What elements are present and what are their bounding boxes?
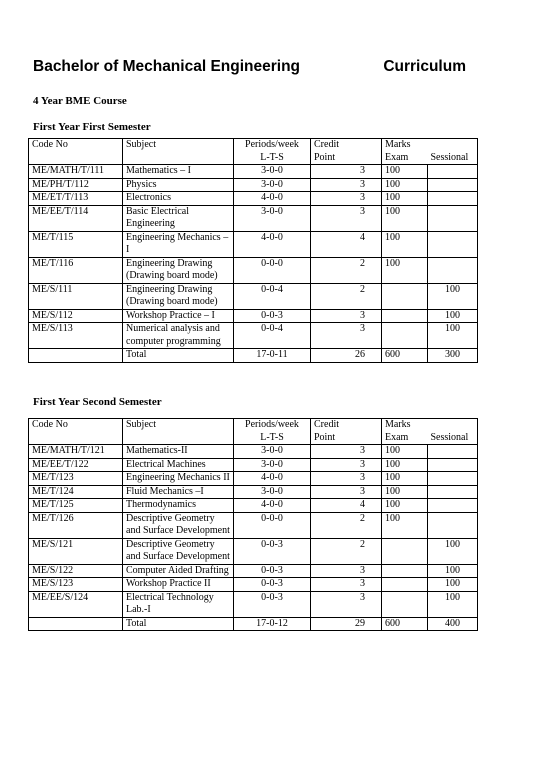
cell-exam: 600: [382, 349, 428, 363]
cell-credit: 3: [311, 578, 382, 592]
semester-heading-2: First Year Second Semester: [33, 396, 162, 408]
table-row: [29, 512, 478, 538]
cell-credit: 3: [311, 323, 382, 349]
cell-code: [29, 617, 123, 631]
cell-sessional: 300: [428, 349, 478, 363]
cell-code: ME/T/123: [29, 472, 123, 486]
header-marks-exam: [382, 139, 428, 165]
cell-sessional: 100: [428, 538, 478, 564]
cell-exam: 100: [382, 192, 428, 206]
header-credit: [311, 419, 382, 445]
cell-subject: Computer Aided Drafting: [123, 564, 234, 578]
cell-sessional: [428, 458, 478, 472]
header-marks-exam: [382, 419, 428, 445]
cell-subject: Basic Electrical Engineering: [123, 205, 234, 231]
cell-credit: 2: [311, 538, 382, 564]
header-credit: [311, 139, 382, 165]
cell-code: ME/MATH/T/111: [29, 165, 123, 179]
header-periods-sub: L-T-S: [260, 151, 284, 163]
cell-subject: Engineering Drawing (Drawing board mode): [123, 283, 234, 309]
cell-sessional: [428, 231, 478, 257]
cell-periods: 4-0-0: [234, 499, 311, 513]
cell-sessional: 400: [428, 617, 478, 631]
cell-credit: 3: [311, 309, 382, 323]
cell-periods: 3-0-0: [234, 165, 311, 179]
cell-credit: 3: [311, 205, 382, 231]
table-row: [29, 472, 478, 486]
cell-periods: 4-0-0: [234, 231, 311, 257]
cell-sessional: [428, 257, 478, 283]
header-exam-label: Exam: [385, 431, 409, 443]
cell-exam: [382, 309, 428, 323]
table-row: [29, 231, 478, 257]
cell-periods: 0-0-3: [234, 309, 311, 323]
header-credit-label: Credit: [314, 419, 339, 430]
header-exam-label: Exam: [385, 151, 409, 163]
cell-exam: 100: [382, 445, 428, 459]
cell-exam: 600: [382, 617, 428, 631]
cell-periods: 3-0-0: [234, 458, 311, 472]
table-row: [29, 578, 478, 592]
table-row: [29, 445, 478, 459]
cell-periods: 0-0-0: [234, 512, 311, 538]
cell-code: ME/PH/T/112: [29, 178, 123, 192]
cell-exam: 100: [382, 458, 428, 472]
cell-credit: 2: [311, 512, 382, 538]
cell-periods: 3-0-0: [234, 485, 311, 499]
cell-sessional: 100: [428, 591, 478, 617]
cell-subject: Workshop Practice II: [123, 578, 234, 592]
cell-periods: 0-0-4: [234, 323, 311, 349]
cell-exam: 100: [382, 472, 428, 486]
cell-code: ME/S/112: [29, 309, 123, 323]
cell-sessional: [428, 165, 478, 179]
cell-exam: 100: [382, 205, 428, 231]
cell-subject: Mathematics – I: [123, 165, 234, 179]
table-row: [29, 205, 478, 231]
cell-code: ME/T/124: [29, 485, 123, 499]
cell-sessional: 100: [428, 578, 478, 592]
cell-credit: 26: [311, 349, 382, 363]
cell-periods: 4-0-0: [234, 192, 311, 206]
cell-subject: Numerical analysis and computer programming: [123, 323, 234, 349]
cell-subject: Engineering Drawing (Drawing board mode): [123, 257, 234, 283]
cell-code: ME/EE/S/124: [29, 591, 123, 617]
program-title: Bachelor of Mechanical Engineering: [33, 58, 301, 75]
cell-code: ME/MATH/T/121: [29, 445, 123, 459]
cell-periods: 0-0-3: [234, 591, 311, 617]
cell-exam: 100: [382, 485, 428, 499]
cell-credit: 3: [311, 445, 382, 459]
cell-periods: 3-0-0: [234, 445, 311, 459]
header-code-label: Code No: [32, 139, 68, 150]
table-row: [29, 309, 478, 323]
cell-exam: 100: [382, 257, 428, 283]
header-sessional-label: Sessional: [430, 431, 469, 443]
cell-credit: 3: [311, 192, 382, 206]
header-credit-label: Credit: [314, 139, 339, 150]
cell-sessional: [428, 445, 478, 459]
header-sessional: [428, 139, 478, 165]
cell-code: ME/S/123: [29, 578, 123, 592]
cell-credit: 3: [311, 564, 382, 578]
cell-code: ME/S/122: [29, 564, 123, 578]
cell-credit: 3: [311, 485, 382, 499]
table-row: [29, 617, 478, 631]
header-subject-label: Subject: [126, 419, 156, 430]
cell-credit: 3: [311, 472, 382, 486]
cell-credit: 3: [311, 165, 382, 179]
cell-subject: Total: [123, 349, 234, 363]
table-row: [29, 178, 478, 192]
cell-sessional: [428, 178, 478, 192]
cell-periods: 0-0-3: [234, 538, 311, 564]
cell-credit: 2: [311, 283, 382, 309]
cell-sessional: [428, 192, 478, 206]
cell-code: ME/S/121: [29, 538, 123, 564]
cell-exam: 100: [382, 165, 428, 179]
cell-exam: [382, 323, 428, 349]
cell-subject: Total: [123, 617, 234, 631]
header-periods-label: Periods/week: [245, 419, 299, 430]
header-periods-label: Periods/week: [245, 139, 299, 150]
cell-subject: Engineering Mechanics – I: [123, 231, 234, 257]
cell-code: ME/T/115: [29, 231, 123, 257]
table-row: [29, 499, 478, 513]
cell-exam: 100: [382, 499, 428, 513]
header-subject: [123, 139, 234, 165]
cell-sessional: [428, 205, 478, 231]
cell-exam: [382, 591, 428, 617]
cell-sessional: 100: [428, 309, 478, 323]
header-code-label: Code No: [32, 419, 68, 430]
table-header-row: [29, 139, 478, 165]
header-subject: [123, 419, 234, 445]
cell-exam: 100: [382, 512, 428, 538]
cell-credit: 4: [311, 499, 382, 513]
cell-periods: 0-0-4: [234, 283, 311, 309]
header-credit-sub: Point: [314, 431, 336, 443]
curriculum-label: Curriculum: [383, 58, 466, 75]
cell-periods: 3-0-0: [234, 178, 311, 192]
cell-subject: Descriptive Geometry and Surface Development: [123, 512, 234, 538]
table-header-row: [29, 419, 478, 445]
cell-periods: 17-0-11: [234, 349, 311, 363]
cell-sessional: 100: [428, 283, 478, 309]
cell-code: [29, 349, 123, 363]
cell-sessional: [428, 512, 478, 538]
cell-code: ME/S/111: [29, 283, 123, 309]
cell-sessional: 100: [428, 323, 478, 349]
header-marks-label: Marks: [385, 139, 411, 150]
header-subject-label: Subject: [126, 139, 156, 150]
table-row: [29, 485, 478, 499]
cell-subject: Electrical Technology Lab.-I: [123, 591, 234, 617]
cell-periods: 17-0-12: [234, 617, 311, 631]
cell-exam: 100: [382, 231, 428, 257]
document-title-row: [33, 58, 466, 80]
header-periods: [234, 139, 311, 165]
table-row: [29, 257, 478, 283]
header-sessional-spacer: [431, 419, 475, 432]
course-label: 4 Year BME Course: [33, 95, 127, 107]
semester-table-2: [28, 418, 478, 631]
semester-heading-1: First Year First Semester: [33, 121, 151, 133]
cell-periods: 0-0-0: [234, 257, 311, 283]
header-sessional-spacer: [431, 139, 475, 152]
table-row: [29, 323, 478, 349]
cell-subject: Electronics: [123, 192, 234, 206]
header-sessional: [428, 419, 478, 445]
cell-periods: 0-0-3: [234, 578, 311, 592]
cell-periods: 0-0-3: [234, 564, 311, 578]
cell-exam: [382, 578, 428, 592]
table-row: [29, 283, 478, 309]
cell-code: ME/ET/T/113: [29, 192, 123, 206]
cell-subject: Engineering Mechanics II: [123, 472, 234, 486]
cell-subject: Descriptive Geometry and Surface Development: [123, 538, 234, 564]
semester-table-1: [28, 138, 478, 363]
cell-credit: 29: [311, 617, 382, 631]
table-row: [29, 564, 478, 578]
header-code: [29, 419, 123, 445]
cell-subject: Workshop Practice – I: [123, 309, 234, 323]
header-periods: [234, 419, 311, 445]
cell-code: ME/EE/T/114: [29, 205, 123, 231]
cell-credit: 3: [311, 458, 382, 472]
cell-sessional: [428, 485, 478, 499]
header-credit-sub: Point: [314, 151, 336, 163]
table-row: [29, 538, 478, 564]
cell-periods: 3-0-0: [234, 205, 311, 231]
header-sessional-label: Sessional: [430, 151, 469, 163]
table-row: [29, 591, 478, 617]
cell-credit: 2: [311, 257, 382, 283]
cell-exam: [382, 564, 428, 578]
cell-sessional: [428, 499, 478, 513]
cell-subject: Electrical Machines: [123, 458, 234, 472]
cell-exam: 100: [382, 178, 428, 192]
header-periods-sub: L-T-S: [260, 431, 284, 443]
cell-credit: 3: [311, 591, 382, 617]
cell-subject: Mathematics-II: [123, 445, 234, 459]
cell-sessional: 100: [428, 564, 478, 578]
cell-periods: 4-0-0: [234, 472, 311, 486]
cell-code: ME/EE/T/122: [29, 458, 123, 472]
table-row: [29, 192, 478, 206]
cell-credit: 4: [311, 231, 382, 257]
cell-credit: 3: [311, 178, 382, 192]
table-row: [29, 165, 478, 179]
cell-sessional: [428, 472, 478, 486]
cell-subject: Physics: [123, 178, 234, 192]
cell-code: ME/S/113: [29, 323, 123, 349]
cell-subject: Fluid Mechanics –I: [123, 485, 234, 499]
cell-exam: [382, 538, 428, 564]
cell-subject: Thermodynamics: [123, 499, 234, 513]
cell-code: ME/T/125: [29, 499, 123, 513]
header-marks-label: Marks: [385, 419, 411, 430]
cell-exam: [382, 283, 428, 309]
header-code: [29, 139, 123, 165]
table-row: [29, 349, 478, 363]
cell-code: ME/T/116: [29, 257, 123, 283]
table-row: [29, 458, 478, 472]
cell-code: ME/T/126: [29, 512, 123, 538]
